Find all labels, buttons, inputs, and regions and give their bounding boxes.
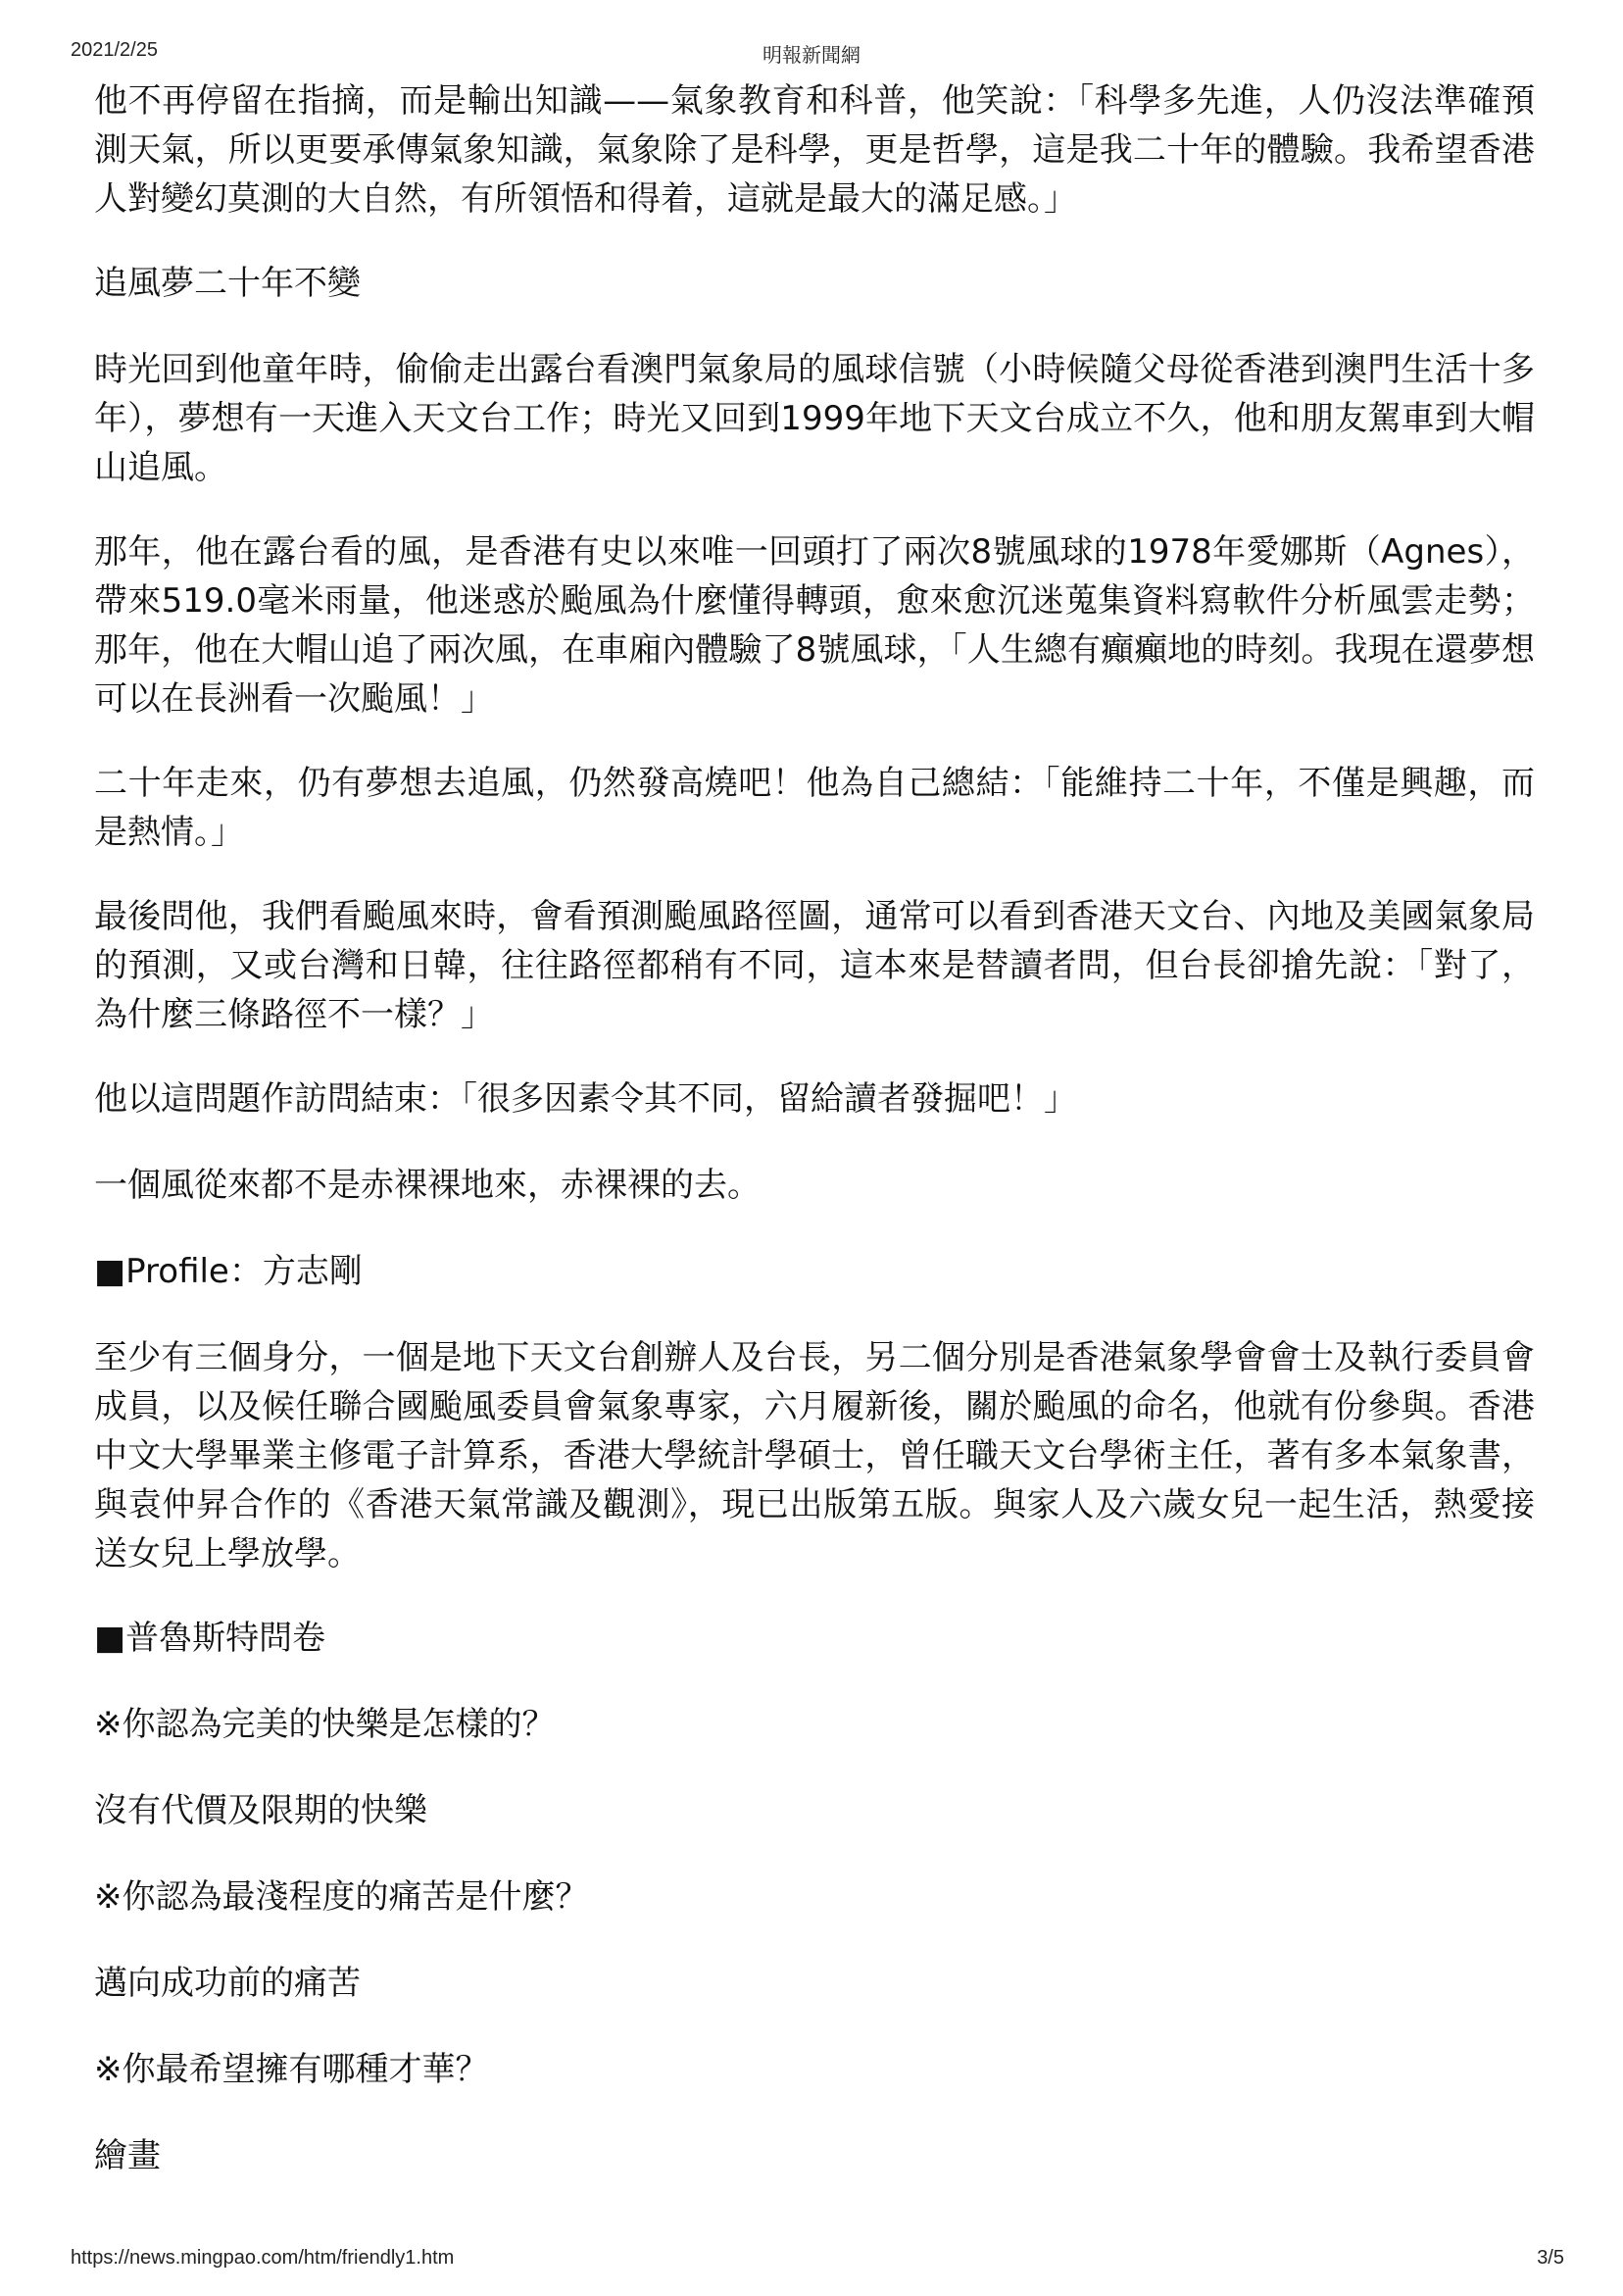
section-heading-chasing-wind: 追風夢二十年不變 (94, 264, 361, 303)
print-header (0, 39, 1623, 65)
question-perfect-happiness: ※你認為完美的快樂是怎樣的？ (94, 1705, 556, 1744)
paragraph-closing-line: 一個風從來都不是赤裸裸地來，赤裸裸的去。 (94, 1166, 761, 1205)
paragraph-agnes-typhoon: 那年，他在露台看的風，是香港有史以來唯一回頭打了兩次8號風球的1978年愛娜斯（Agnes），帶來519.0毫米雨量，他迷惑於颱風為什麼懂得轉頭，愈來愈沉迷蒐集資料寫軟件分析風雲走勢；那年，他在大帽山追了兩次風，在車廂內體驗了8號風球，「人生總有癲癲地的時刻。我現在還夢想可以在長洲看一次颱風！」 (94, 532, 1535, 719)
print-date: 2021/2/25 (71, 39, 158, 61)
question-least-suffering: ※你認為最淺程度的痛苦是什麼？ (94, 1877, 589, 1917)
answer-talent: 繪畫 (94, 2136, 161, 2175)
answer-least-suffering: 邁向成功前的痛苦 (94, 1964, 361, 2003)
article-body (94, 76, 1535, 2218)
answer-perfect-happiness: 沒有代價及限期的快樂 (94, 1791, 427, 1830)
paragraph-childhood: 時光回到他童年時，偷偷走出露台看澳門氣象局的風球信號（小時候隨父母從香港到澳門生活十多年），夢想有一天進入天文台工作；時光又回到1999年地下天文台成立不久，他和朋友駕車到大帽山追風。 (94, 350, 1535, 487)
profile-heading: ■Profile：方志剛 (94, 1252, 363, 1291)
paragraph-twenty-years: 二十年走來，仍有夢想去追風，仍然發高燒吧！他為自己總結：「能維持二十年，不僅是興趣，而是熱情。」 (94, 764, 1535, 852)
print-footer (0, 2247, 1623, 2272)
paragraph-interview-end: 他以這問題作訪問結束：「很多因素令其不同，留給讀者發掘吧！」 (94, 1079, 1077, 1119)
paragraph-knowledge-output: 他不再停留在指摘，而是輸出知識——氣象教育和科普，他笑說：「科學多先進，人仍沒法準確預測天氣，所以更要承傳氣象知識，氣象除了是科學，更是哲學，這是我二十年的體驗。我希望香港人對變幻莫測的大自然，有所領悟和得着，這就是最大的滿足感。」 (94, 81, 1535, 219)
question-talent: ※你最希望擁有哪種才華？ (94, 2050, 489, 2089)
page-url: https://news.mingpao.com/htm/friendly1.htm (71, 2247, 455, 2269)
paragraph-profile: 至少有三個身分，一個是地下天文台創辦人及台長，另二個分別是香港氣象學會會士及執行委員會成員，以及候任聯合國颱風委員會氣象專家，六月履新後，關於颱風的命名，他就有份參與。香港中文大學畢業主修電子計算系，香港大學統計學碩士，曾任職天文台學術主任，著有多本氣象書，與袁仲昇合作的《香港天氣常識及觀測》，現已出版第五版。與家人及六歲女兒一起生活，熱愛接送女兒上學放學。 (94, 1338, 1535, 1573)
site-title: 明報新聞網 (762, 45, 861, 67)
questionnaire-heading: ■普魯斯特問卷 (94, 1619, 326, 1658)
page-number: 3/5 (1537, 2247, 1564, 2269)
paragraph-typhoon-paths: 最後問他，我們看颱風來時，會看預測颱風路徑圖，通常可以看到香港天文台、內地及美國氣象局的預測，又或台灣和日韓，往往路徑都稍有不同，這本來是替讀者問，但台長卻搶先說：「對了，為什麼三條路徑不一樣？」 (94, 897, 1535, 1034)
